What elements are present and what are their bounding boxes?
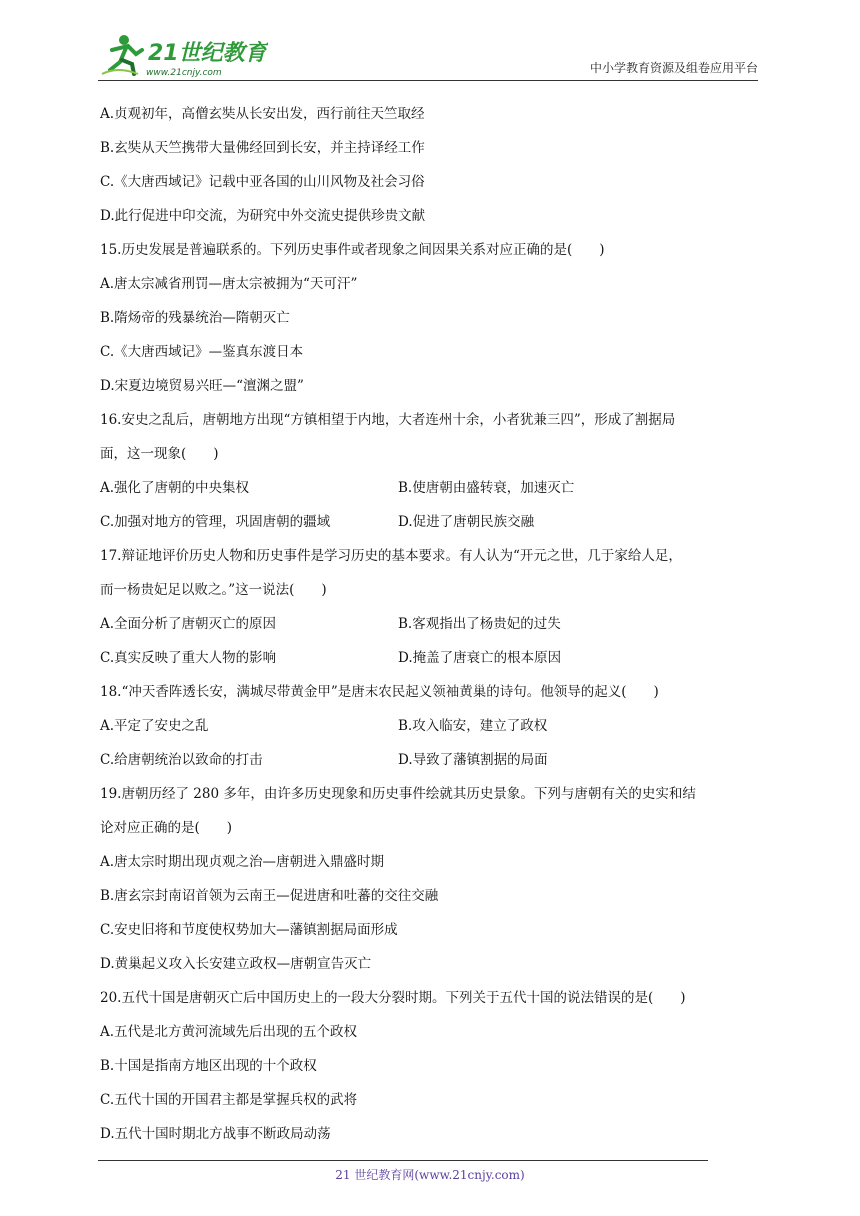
- q18-stem: 18.“冲天香阵透长安，满城尽带黄金甲”是唐末农民起义领袖黄巢的诗句。他领导的起义( ): [100, 684, 659, 700]
- q19-stem-line1: 19.唐朝历经了 280 多年，由许多历史现象和历史事件绘就其历史景象。下列与唐朝有关的史实和结: [100, 786, 696, 802]
- header-divider: [98, 80, 758, 81]
- q19-option-a: A.唐太宗时期出现贞观之治—唐朝进入鼎盛时期: [100, 854, 385, 870]
- q18-option-d: D.导致了藩镇割据的局面: [398, 752, 548, 768]
- q18-option-b: B.攻入临安，建立了政权: [398, 718, 548, 734]
- question-16: [100, 410, 765, 532]
- q16-stem-line1: 16.安史之乱后，唐朝地方出现“方镇相望于内地，大者连州十余，小者犹兼三四”，形成了割据局: [100, 412, 676, 428]
- logo-url-text: www.21cnjy.com: [146, 68, 222, 78]
- question-20: [100, 988, 765, 1144]
- question-17: [100, 546, 765, 668]
- q14-option-a: A.贞观初年，高僧玄奘从长安出发，西行前往天竺取经: [100, 106, 425, 122]
- q15-option-a: A.唐太宗减省刑罚—唐太宗被拥为“天可汗”: [100, 276, 358, 292]
- q20-option-c: C.五代十国的开国君主都是掌握兵权的武将: [100, 1092, 358, 1108]
- q19-option-b: B.唐玄宗封南诏首领为云南王—促进唐和吐蕃的交往交融: [100, 888, 439, 904]
- q17-stem-line1: 17.辩证地评价历史人物和历史事件是学习历史的基本要求。有人认为“开元之世，几于家给人足，: [100, 548, 682, 564]
- q17-stem-line2: 而一杨贵妃足以败之。”这一说法( ): [100, 582, 327, 598]
- q14-option-c: C.《大唐西域记》记载中亚各国的山川风物及社会习俗: [100, 174, 425, 190]
- q16-stem-line2: 面，这一现象( ): [100, 446, 219, 462]
- footer-text: 21 世纪教育网(www.21cnjy.com): [335, 1168, 525, 1182]
- q19-option-d: D.黄巢起义攻入长安建立政权—唐朝宣告灭亡: [100, 956, 372, 972]
- q19-stem-line2: 论对应正确的是( ): [100, 820, 233, 836]
- q16-option-d: D.促进了唐朝民族交融: [398, 514, 535, 530]
- q20-stem: 20.五代十国是唐朝灭亡后中国历史上的一段大分裂时期。下列关于五代十国的说法错误的是( ): [100, 990, 686, 1006]
- platform-name: 中小学教育资源及组卷应用平台: [589, 61, 758, 75]
- logo: [98, 30, 268, 80]
- q15-stem: 15.历史发展是普遍联系的。下列历史事件或者现象之间因果关系对应正确的是( ): [100, 242, 605, 258]
- q20-option-a: A.五代是北方黄河流域先后出现的五个政权: [100, 1024, 358, 1040]
- q20-option-d: D.五代十国时期北方战事不断政局动荡: [100, 1126, 331, 1142]
- q17-option-d: D.掩盖了唐衰亡的根本原因: [398, 650, 562, 666]
- running-figure-icon: [102, 35, 142, 74]
- question-18: [100, 682, 765, 770]
- q14-option-b: B.玄奘从天竺携带大量佛经回到长安，并主持译经工作: [100, 140, 425, 156]
- q15-option-c: C.《大唐西域记》—鉴真东渡日本: [100, 344, 304, 360]
- logo-text: 21世纪教育: [148, 41, 267, 66]
- q17-option-c: C.真实反映了重大人物的影响: [100, 650, 277, 666]
- question-14-options: [100, 104, 765, 226]
- question-15: [100, 240, 765, 396]
- q19-option-c: C.安史旧将和节度使权势加大—藩镇割据局面形成: [100, 922, 398, 938]
- question-19: [100, 784, 765, 974]
- q17-option-b: B.客观指出了杨贵妃的过失: [398, 616, 561, 632]
- q15-option-b: B.隋炀帝的残暴统治—隋朝灭亡: [100, 310, 290, 326]
- q18-option-a: A.平定了安史之乱: [100, 718, 209, 734]
- footer-divider: [98, 1160, 708, 1161]
- q17-option-a: A.全面分析了唐朝灭亡的原因: [100, 616, 277, 632]
- q16-option-a: A.强化了唐朝的中央集权: [100, 480, 250, 496]
- q20-option-b: B.十国是指南方地区出现的十个政权: [100, 1058, 317, 1074]
- q18-option-c: C.给唐朝统治以致命的打击: [100, 752, 263, 768]
- q16-option-b: B.使唐朝由盛转衰，加速灭亡: [398, 480, 575, 496]
- q14-option-d: D.此行促进中印交流，为研究中外交流史提供珍贵文献: [100, 208, 426, 224]
- question-list: [100, 104, 765, 1158]
- q15-option-d: D.宋夏边境贸易兴旺—“澶渊之盟”: [100, 378, 304, 394]
- q16-option-c: C.加强对地方的管理，巩固唐朝的疆域: [100, 514, 331, 530]
- page-header: [98, 30, 758, 82]
